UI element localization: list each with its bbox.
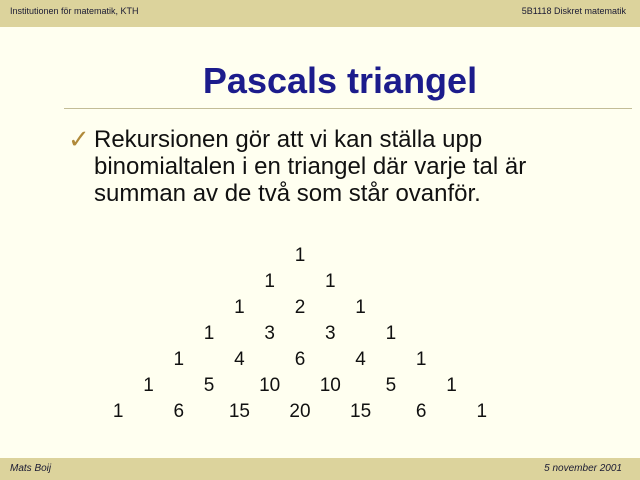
triangle-cell: 3 bbox=[325, 323, 336, 344]
triangle-cell: 6 bbox=[294, 349, 306, 370]
triangle-cell: 1 bbox=[264, 271, 275, 292]
bullet-text: Rekursionen gör att vi kan ställa upp binomialtalen i en triangel där varje tal är summan av de två som står ovanför. bbox=[94, 126, 527, 207]
triangle-cell: 1 bbox=[234, 297, 245, 318]
triangle-cell: 1 bbox=[143, 375, 154, 396]
title-divider bbox=[64, 108, 632, 109]
triangle-cell: 5 bbox=[203, 375, 215, 396]
triangle-cell: 1 bbox=[446, 375, 457, 396]
checkmark-icon: ✓ bbox=[68, 124, 90, 154]
triangle-cell: 2 bbox=[294, 297, 306, 318]
footer-author: Mats Boij bbox=[10, 463, 52, 474]
bullet-point bbox=[68, 126, 608, 207]
triangle-cell: 1 bbox=[385, 323, 397, 344]
triangle-cell: 1 bbox=[294, 245, 306, 266]
triangle-cell: 20 bbox=[289, 401, 311, 422]
triangle-cell: 15 bbox=[228, 401, 250, 422]
triangle-cell: 1 bbox=[173, 349, 185, 370]
triangle-cell: 5 bbox=[385, 375, 397, 396]
footer-bar bbox=[0, 458, 640, 480]
triangle-cell: 10 bbox=[259, 375, 281, 396]
triangle-cell: 1 bbox=[203, 323, 215, 344]
header-institution: Institutionen för matematik, KTH bbox=[10, 6, 139, 16]
triangle-cell: 3 bbox=[264, 323, 275, 344]
triangle-cell: 4 bbox=[355, 349, 366, 370]
triangle-cell: 10 bbox=[319, 375, 341, 396]
header-bar bbox=[0, 0, 640, 27]
triangle-cell: 1 bbox=[415, 349, 427, 370]
header-course: 5B1118 Diskret matematik bbox=[521, 6, 626, 16]
triangle-cell: 4 bbox=[234, 349, 245, 370]
triangle-cell: 1 bbox=[112, 401, 124, 422]
slide-title: Pascals triangel bbox=[202, 60, 478, 101]
triangle-cell: 6 bbox=[173, 401, 185, 422]
triangle-cell: 1 bbox=[476, 401, 488, 422]
triangle-cell: 6 bbox=[415, 401, 427, 422]
triangle-cell: 1 bbox=[355, 297, 366, 318]
footer-date: 5 november 2001 bbox=[544, 463, 622, 474]
triangle-cell: 1 bbox=[325, 271, 336, 292]
triangle-cell: 15 bbox=[350, 401, 372, 422]
